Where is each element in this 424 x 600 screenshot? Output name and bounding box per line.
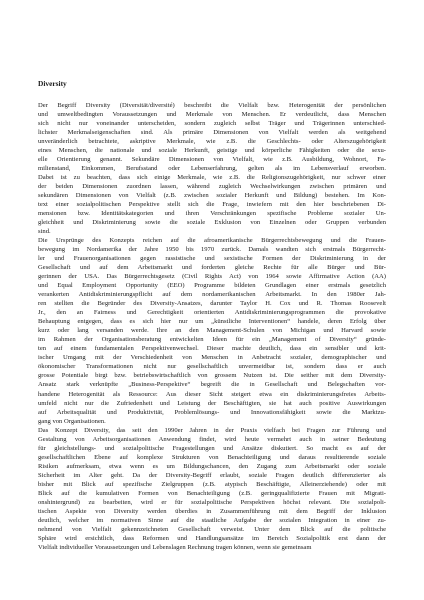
text-line: gang von Organisationen. [38,417,106,425]
text-line: Blick auf die kumulativen Formen von Benachteiligung (z.B. geringqualifizierte Frauen mit Migrati- [38,489,386,497]
text-line: sind. [38,228,51,236]
text-line: nehmend von Vielfalt gekennzeichneten Gesellschaft verweist. Unter dem Blick auf die politische [38,525,386,533]
text-line: Behauptung entgegen, dass es sich hier nur um „künstliche Interventionen“ handele, deren Erfolg über [38,318,386,326]
text-line: elle Orientierung genannt. Sekundäre Dimensionen von Vielfalt, wie z.B. Ausbildung, Wohnort, Fa- [38,156,386,164]
text-line: gleichheit und Diskriminierung sowie die soziale Exklusion von Einzelnen oder Gruppen verbunden [38,219,386,227]
text-line: verankerten Antidiskriminierungspflicht auf dem nordamerikanischen Arbeitsmarkt. In den 1980er Jah- [38,291,386,299]
text-line: für gleichstellungs- und sozialpolitische Fragestellungen und Ansätze diskutiert. So macht es auf der [38,444,386,452]
text-line: bewegung im Nordamerika der Jahre 1950 bis 1970 zurück. Damals wandten sich erstmals Bürgerrecht- [38,246,386,254]
text-line: gesellschaftlichen Ebene auf komplexe Strukturen von Benachteiligung und daraus resultierende soziale [38,453,386,461]
text-line: deutlich, welcher im normativen Sinne auf die staatliche Aufgabe der sozialen Integration in einer zu- [38,516,386,524]
text-line: eines Menschen, die nationale und soziale Herkunft, geistige und körperliche Fähigkeiten oder die sexu- [38,147,386,155]
text-line: auf Arbeitsqualität und Produktivität, Problemlösungs- und Innovationsfähigkeit sowie die Marktzu- [38,408,386,416]
text-line: unveränderlich betrachtete, askriptive Merkmale, wie z.B. die Geschlechts- oder Alterszugehörigkeit [38,138,386,146]
text-line: Das Konzept Diversity, das seit den 1990er Jahren in der Praxis vielfach bei Fragen zur Führung und [38,426,386,434]
paragraph [38,236,386,425]
text-line: Sphäre wird ersichtlich, dass Reformen und Handlungsansätze im Bereich Sozialpolitik erst dann der [38,534,386,542]
paragraph [38,101,386,236]
text-line: Gesellschaft und auf dem Arbeitsmarkt und forderten gleiche Rechte für alle Bürger und Bür- [38,264,386,272]
text-line: ren stellten die Begründer des Diversity-Ansatzes, darunter Taylor H. Cox und R. Thomas Roosevelt [38,300,386,308]
text-line: Vielfalt individueller Voraussetzungen und Lebenslagen Rechnung tragen können, wenn sie gemeinsam [38,543,312,551]
text-line: ischer Umgang mit der Verschiedenheit von Menschen in Anbetracht sozialer, demographischer und [38,354,386,362]
text-line: lichster Merkmalseigenschaften sind. Als primäre Dimensionen von Vielfalt werden als weitgehend [38,129,386,137]
text-line: Jr., den an Fairness und Gerechtigkeit orientierten Antidiskriminierungsprogrammen die provokative [38,309,386,317]
text-line: kurz oder lang versanden werde. Ihre an den Management-Schulen von Michigan und Harvard sowie [38,327,386,335]
text-line: Ansatz stark verknüpfte „Business-Perspektive“ begreift die in Gesellschaft und Belegschaften vor- [38,381,386,389]
text-line: und umweltbedingten Voraussetzungen und Merkmale von Menschen. Er verdeutlicht, dass Menschen [38,111,386,119]
text-line: gerinnen der USA. Das Bürgerrechtsgesetz (Civil Rights Act) von 1964 sowie Affirmative Action (AA) [38,273,386,281]
text-line: umfeld nicht nur die Zufriedenheit und Leistung der Beschäftigten, sie hat auch positive Auswirkungen [38,399,386,407]
text-line: Gestaltung von Arbeitsorganisationen Anwendung findet, wird heute vermehrt auch in seiner Bedeutung [38,435,386,443]
paragraph [38,426,386,552]
text-line: grosse Potentiale birgt bzw. betriebswirtschaftlich von grossem Nutzen ist. Die seither mit dem Diversity- [38,372,386,380]
text-line: sekundären Dimensionen von Vielfalt (z.B. zwischen sozialer Herkunft und Bildung) bestehen. Im Kon- [38,192,386,200]
text-line: sich nicht nur voneinander unterscheiden, sondern zugleich selbst Träger und Trägerinnen unterschied- [38,120,386,128]
section-heading: Diversity [38,79,67,88]
text-line: ökonomischer Transformationen nicht nur gesellschaftlich unvermeidbar ist, sondern dass er auch [38,363,386,371]
text-line: tischen Aspekte von Diversity werden überdies in Zusammenführung mit dem Begriff der Inklusion [38,507,386,515]
body-text [38,101,386,552]
text-line: handene Heterogenität als Ressource: Aus dieser Sicht steigert etwa ein diskriminierungsfreies Arbeits- [38,390,386,398]
text-line: bisher mit Blick auf spezifische Zielgruppen (z.B. atypisch Beschäftigte, Alleinerziehende) oder mit [38,480,386,488]
text-line: onshintergrund) zu bearbeiten, wird er für sozialpolitische Perspektiven höchst relevant. Die sozialpoli- [38,498,386,506]
text-line: milienstand, Einkommen, Berufsstand oder Lebenserfahrung, gelten als im Lebensverlauf erworben. [38,165,386,173]
text-line: text einer sozialpolitischen Perspektive stellt sich die Frage, inwiefern mit den hier beschriebenen Di- [38,201,386,209]
text-line: mensionen bzw. Identitätskategorien und ihren Verschränkungen spezifische Probleme sozialer Un- [38,210,386,218]
text-line: Die Ursprünge des Konzepts reichen auf die afroamerikanische Bürgerrechtsbewegung und die Frauen- [38,237,386,245]
text-line: und Equal Employment Opportunity (EEO) Programme bildeten Grundlagen einer erstmals gesetzlich [38,282,386,290]
text-line: Sicherheit im Alter geht. Da der Diversity-Begriff erlaubt, soziale Fragen deutlich differenzierter als [38,471,386,479]
text-line: der beiden Dimensionen zuordnen lassen, während zugleich Wechselwirkungen zwischen primären und [38,183,386,191]
text-line: Dabei ist zu beachten, dass sich einige Merkmale, wie z.B. die Religionszugehörigkeit, nur schwer einer [38,174,386,182]
text-line: im Rahmen der Organisationsberatung entwickelten Ideen für ein „Management of Diversity“ gründe- [38,336,386,344]
text-line: Risiken aufmerksam, etwa wenn es um Bildungschancen, den Zugang zum Arbeitsmarkt oder soziale [38,462,386,470]
text-line: ten auf einem fundamentalen Perspektivenwechsel. Dieser machte deutlich, dass ein sensibler und krit- [38,345,386,353]
text-line: Der Begriff Diversity (Diversität/diversité) beschreibt die Vielfalt bzw. Heterogenität der persönlichen [38,102,386,109]
text-line: ler und Frauenorganisationen gegen rassistische und sexistische Formen der Diskriminierung in der [38,255,386,263]
